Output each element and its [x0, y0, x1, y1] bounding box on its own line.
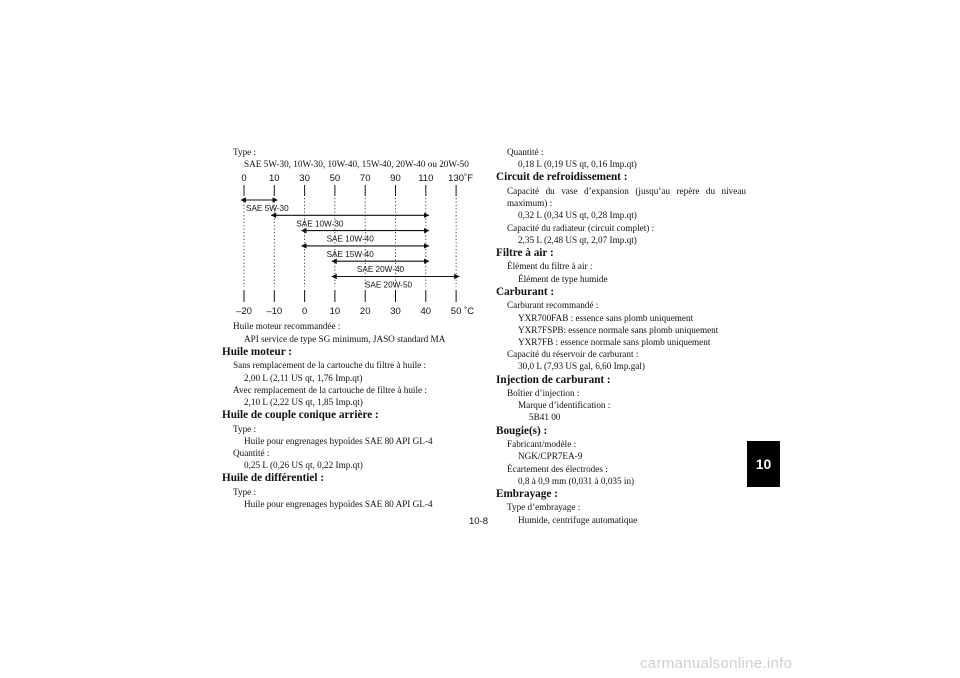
tank-capacity-label: Capacité du réservoir de carburant : — [507, 349, 639, 360]
grade-label: SAE 15W-40 — [326, 250, 374, 260]
air-filter-heading: Filtre à air : — [496, 246, 554, 259]
oil-type-label: Type : — [233, 147, 257, 157]
celsius-tick-label: 10 — [329, 306, 341, 318]
without-filter-value: 2,00 L (2,11 US qt, 1,76 Imp.qt) — [244, 372, 363, 383]
fahrenheit-tick-label: 0 — [241, 173, 247, 185]
plug-maker-value: NGK/CPR7EA-9 — [518, 451, 583, 462]
celsius-tick-label: 20 — [359, 306, 371, 318]
fahrenheit-tick-label: 30 — [299, 173, 310, 185]
tank-capacity-value: 30,0 L (7,93 US gal, 6,60 Imp.gal) — [518, 361, 645, 372]
recommended-oil-value: API service de type SG minimum, JASO standard MA — [244, 333, 446, 344]
air-element-label: Élément du filtre à air : — [507, 261, 593, 272]
diff-quantity-value: 0,18 L (0,19 US qt, 0,16 Imp.qt) — [518, 159, 637, 170]
reservoir-capacity-value: 0,32 L (0,34 US qt, 0,28 Imp.qt) — [518, 210, 637, 221]
cooling-system-heading: Circuit de refroidissement : — [496, 171, 628, 184]
page-number: 10-8 — [469, 516, 489, 527]
without-filter-label: Sans remplacement de la cartouche du filtre à huile : — [233, 360, 427, 371]
diff-quantity-label: Quantité : — [507, 147, 544, 157]
chapter-tab: 10 — [747, 441, 780, 487]
fuel-recommended-label: Carburant recommandé : — [507, 300, 599, 311]
clutch-type-value: Humide, centrifuge automatique — [518, 514, 638, 525]
fuel-injection-heading: Injection de carburant : — [496, 373, 611, 386]
spark-plug-heading: Bougie(s) : — [496, 424, 548, 437]
fahrenheit-tick-label: 70 — [359, 173, 371, 185]
fuel-heading: Carburant : — [496, 285, 555, 298]
diff-type-label: Type : — [233, 486, 257, 497]
diff-type-value: Huile pour engrenages hypoïdes SAE 80 API GL-4 — [244, 499, 433, 510]
recommended-oil-label: Huile moteur recommandée : — [233, 321, 341, 332]
left-column — [222, 146, 475, 510]
rear-quantity-value: 0,25 L (0,26 US qt, 0,22 Imp.qt) — [244, 460, 363, 471]
rear-quantity-label: Quantité : — [233, 448, 270, 459]
celsius-tick-label: 40 — [420, 306, 432, 318]
fahrenheit-tick-label: 130 — [448, 173, 465, 185]
fahrenheit-tick-label: 90 — [390, 173, 401, 185]
radiator-capacity-label: Capacité du radiateur (circuit complet) : — [507, 222, 655, 233]
differential-oil-heading: Huile de différentiel : — [222, 472, 325, 485]
watermark: carmanualsonline.info — [640, 655, 793, 672]
celsius-tick-label: –20 — [236, 306, 252, 318]
fahrenheit-tick-label: 50 — [329, 173, 341, 185]
oil-viscosity-chart — [226, 172, 476, 318]
clutch-heading: Embrayage : — [496, 487, 558, 500]
with-filter-label: Avec remplacement de la cartouche de filtre à huile : — [233, 384, 427, 395]
air-element-value: Élément de type humide — [518, 273, 608, 284]
grade-label: SAE 10W-30 — [296, 219, 344, 229]
engine-oil-heading: Huile moteur : — [222, 345, 293, 358]
oil-type-value: SAE 5W-30, 10W-30, 10W-40, 15W-40, 20W-40 ou 20W-50 — [244, 159, 469, 170]
rear-gear-oil-heading: Huile de couple conique arrière : — [222, 409, 379, 422]
right-column — [496, 146, 746, 526]
fuel-recommended-value-1: YXR700FAB : essence sans plomb uniquement — [518, 312, 694, 323]
id-mark-label: Marque d’identification : — [518, 400, 611, 411]
celsius-tick-label: 50 — [450, 306, 462, 318]
throttle-body-label: Boîtier d’injection : — [507, 388, 580, 399]
celsius-tick-label: –10 — [266, 306, 283, 318]
reservoir-capacity-label-2: maximum) : — [507, 198, 553, 209]
grade-label: SAE 20W-50 — [364, 280, 413, 290]
grade-label: SAE 5W-30 — [246, 204, 289, 214]
rear-type-value: Huile pour engrenages hypoïdes SAE 80 API GL-4 — [244, 435, 433, 446]
fuel-recommended-value-3: YXR7FB : essence normale sans plomb uniquement — [518, 336, 711, 347]
plug-gap-value: 0,8 à 0,9 mm (0,031 à 0,035 in) — [518, 475, 635, 486]
plug-maker-label: Fabricant/modèle : — [507, 439, 577, 450]
reservoir-capacity-label-1: Capacité du vase d’expansion (jusqu’au repère du niveau — [507, 185, 746, 196]
clutch-type-label: Type d’embrayage : — [507, 502, 581, 513]
radiator-capacity-value: 2,35 L (2,48 US qt, 2,07 Imp.qt) — [518, 234, 637, 245]
with-filter-value: 2,10 L (2,22 US qt, 1,85 Imp.qt) — [244, 396, 363, 407]
rear-type-label: Type : — [233, 423, 257, 434]
fahrenheit-tick-label: 10 — [269, 173, 280, 185]
celsius-unit: ˚C — [464, 306, 475, 318]
celsius-tick-label: 30 — [390, 306, 401, 318]
fahrenheit-unit: ˚F — [464, 173, 474, 185]
grade-label: SAE 10W-40 — [326, 235, 374, 245]
id-mark-value: 5B41 00 — [529, 412, 561, 423]
fuel-recommended-value-2: YXR7FSPB: essence normale sans plomb uniquement — [518, 324, 719, 335]
celsius-tick-label: 0 — [301, 306, 308, 318]
grade-label: SAE 20W-40 — [356, 265, 405, 275]
plug-gap-label: Écartement des électrodes : — [507, 463, 608, 474]
fahrenheit-tick-label: 110 — [418, 173, 434, 185]
